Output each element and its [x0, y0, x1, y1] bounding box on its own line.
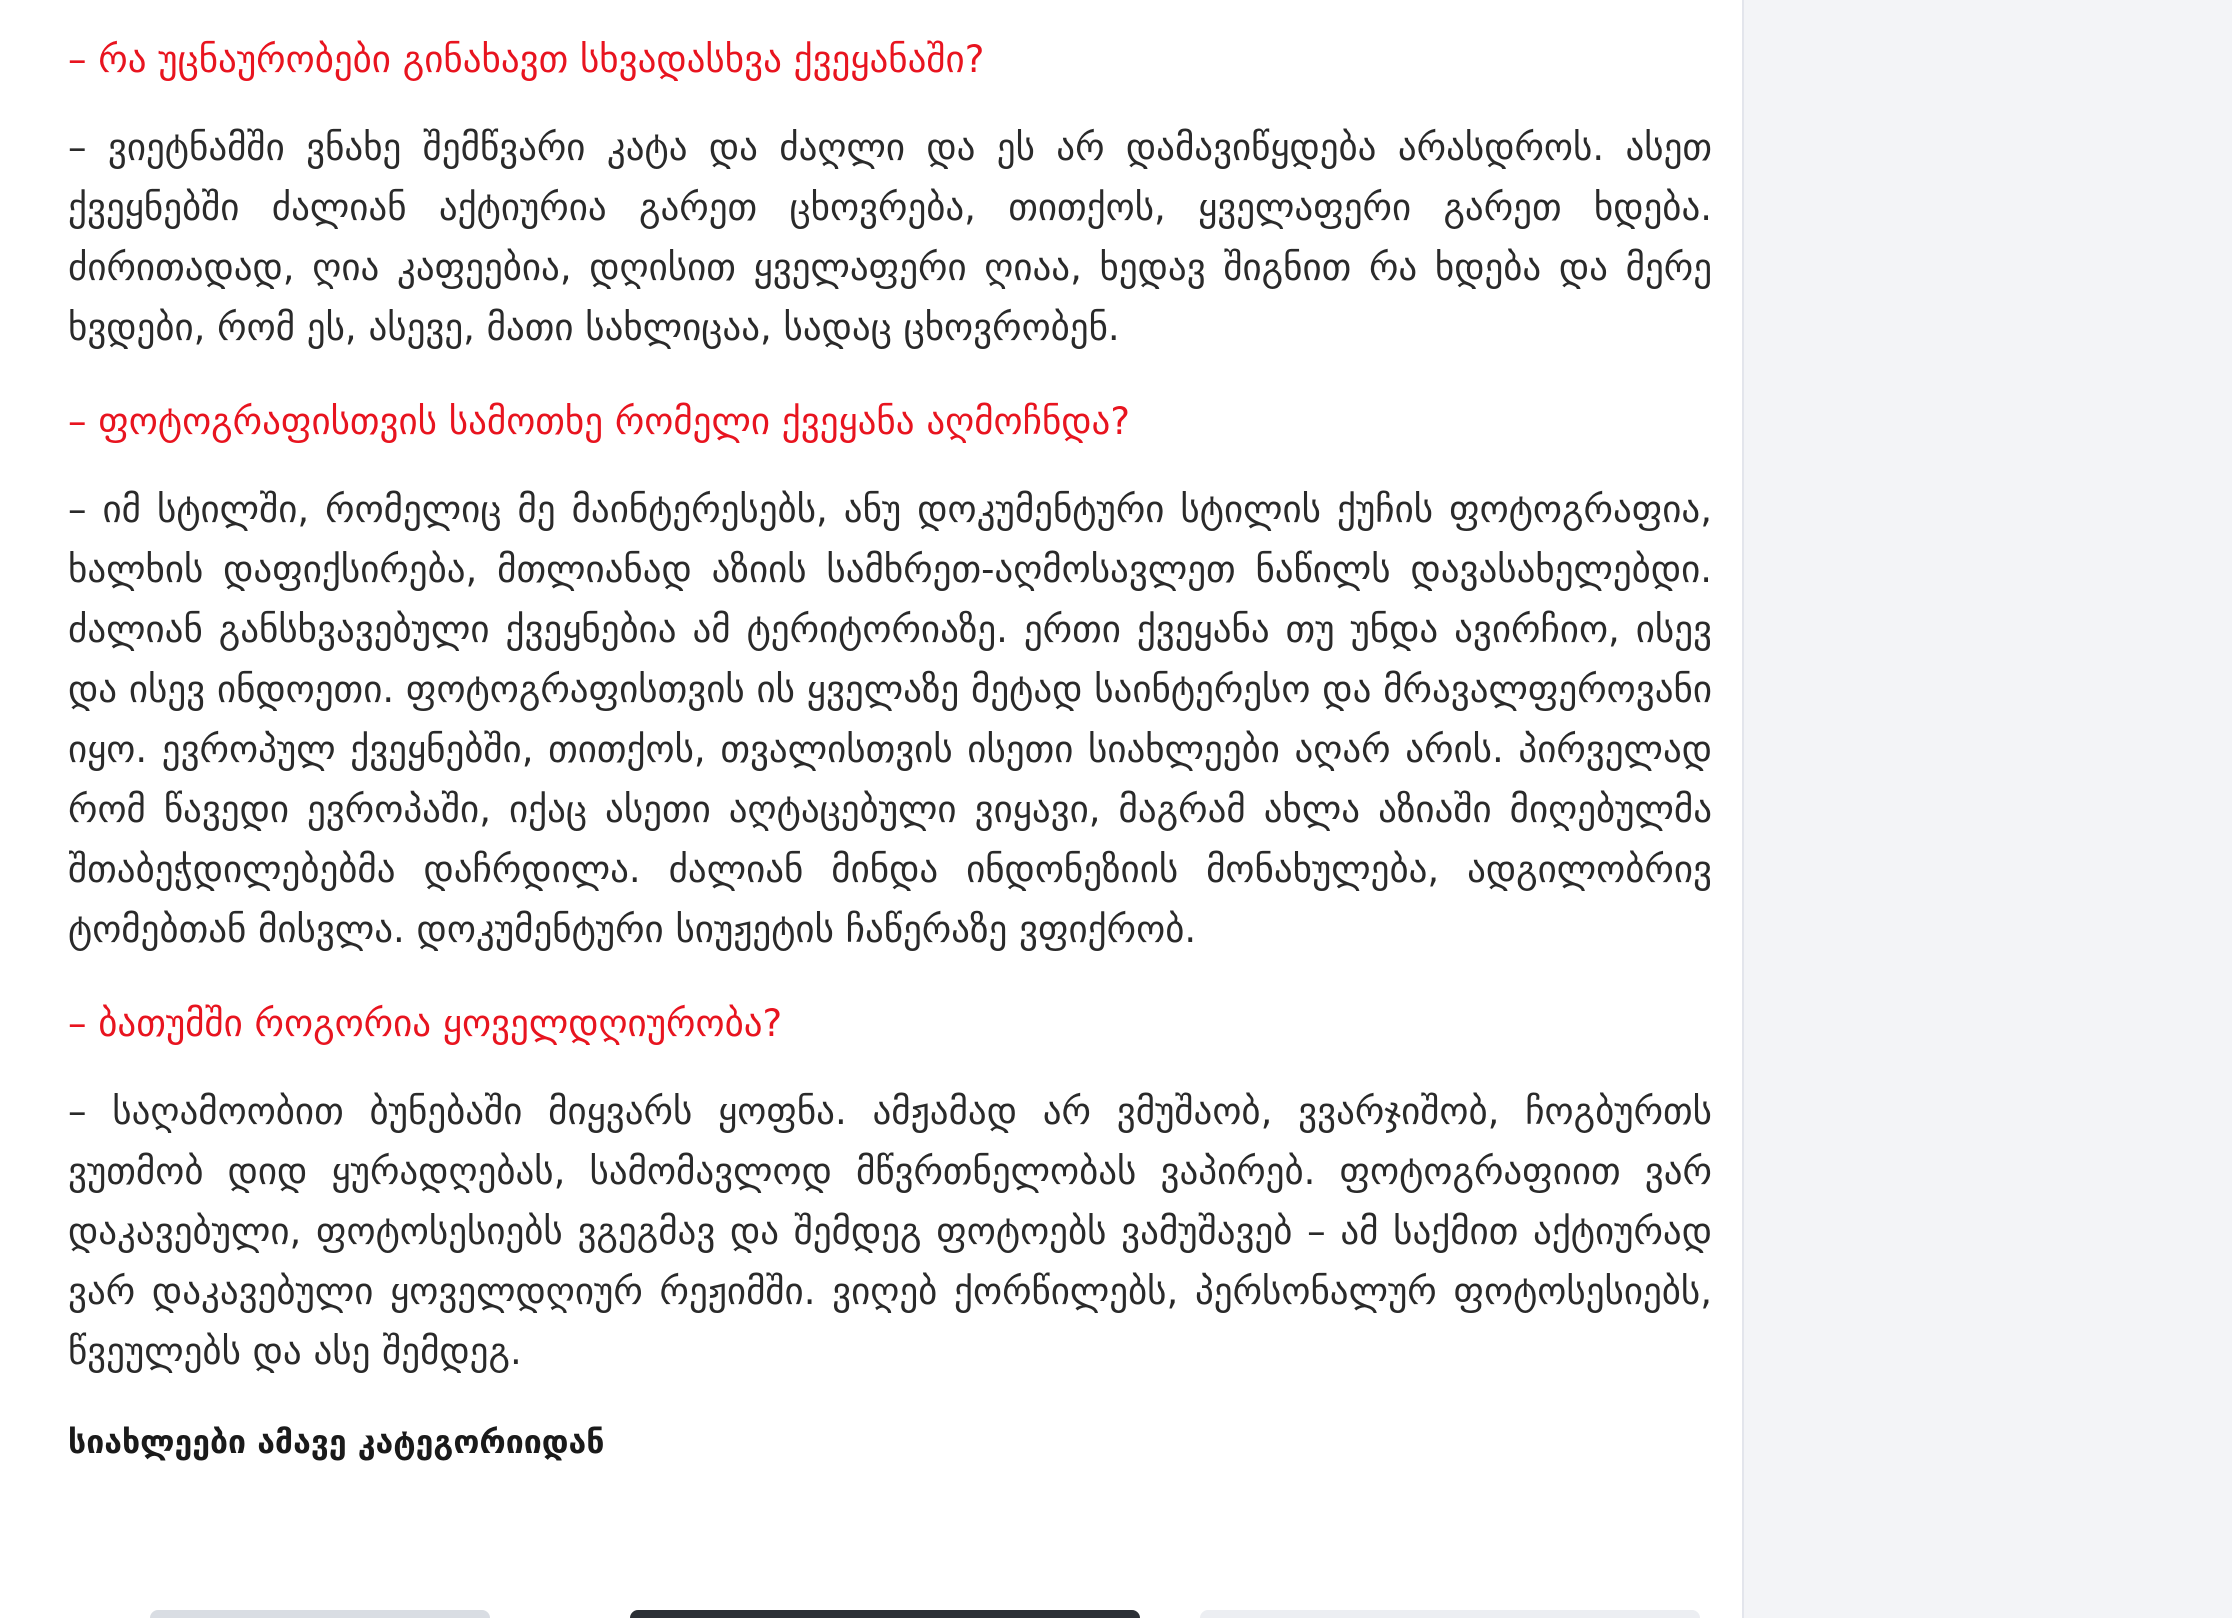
article-body — [68, 30, 1712, 1468]
related-news-card[interactable] — [630, 1610, 1140, 1618]
related-news-card[interactable] — [1200, 1610, 1700, 1618]
interview-answer-2: – იმ სტილში, რომელიც მე მაინტერესებს, ანუ დოკუმენტური სტილის ქუჩის ფოტოგრაფია, ხალხის დაფიქსირება, მთლიანად აზიის სამხრეთ-აღმოსავლეთ ნაწილს დავასახელებდი. ძალიან განსხვავებული ქვეყნებია ამ ტერიტორიაზე. ერთი ქვეყანა თუ უნდა ავირჩიო, ისევ და ისევ ინდოეთი. ფოტოგრაფისთვის ის ყველაზე მეტად საინტერესო და მრავალფეროვანი იყო. ევროპულ ქვეყნებში, თითქოს, თვალისთვის ისეთი სიახლეები აღარ არის. პირველად რომ წავედი ევროპაში, იქაც ასეთი აღტაცებული ვიყავი, მაგრამ ახლა აზიაში მიღებულმა შთაბეჭდილებებმა დაჩრდილა. ძალიან მინდა ინდონეზიის მონახულება, ადგილობრივ ტომებთან მისვლა. დოკუმენტური სიუჟეტის ჩაწერაზე ვფიქრობ. — [68, 488, 1712, 951]
related-news-card[interactable] — [150, 1610, 490, 1618]
interview-answer-1: – ვიეტნამში ვნახე შემწვარი კატა და ძაღლი და ეს არ დამავიწყდება არასდროს. ასეთ ქვეყნებში ძალიან აქტიურია გარეთ ცხოვრება, თითქოს, ყველაფერი გარეთ ხდება. ძირითადად, ღია კაფეებია, დღისით ყველაფერი ღიაა, ხედავ შიგნით რა ხდება და მერე ხვდები, რომ ეს, ასევე, მათი სახლიცაა, სადაც ცხოვრობენ. — [68, 126, 1712, 349]
interview-question-1: – რა უცნაურობები გინახავთ სხვადასხვა ქვეყანაში? — [68, 38, 985, 81]
interview-answer-3: – საღამოობით ბუნებაში მიყვარს ყოფნა. ამჟამად არ ვმუშაობ, ვვარჯიშობ, ჩოგბურთს ვუთმობ დიდ ყურადღებას, სამომავლოდ მწვრთნელობას ვაპირებ. ფოტოგრაფიით ვარ დაკავებული, ფოტოსესიებს ვგეგმავ და შემდეგ ფოტოებს ვამუშავებ – ამ საქმით აქტიურად ვარ დაკავებული ყოველდღიურ რეჟიმში. ვიღებ ქორწილებს, პერსონალურ ფოტოსესიებს, წვეულებს და ასე შემდეგ. — [68, 1090, 1712, 1373]
related-news-strip — [150, 1610, 1710, 1618]
interview-question-3: – ბათუმში როგორია ყოველდღიურობა? — [68, 1002, 783, 1045]
related-news-heading: სიახლეები ამავე კატეგორიიდან — [68, 1423, 605, 1461]
interview-question-2: – ფოტოგრაფისთვის სამოთხე რომელი ქვეყანა აღმოჩნდა? — [68, 400, 1130, 443]
right-sidebar — [1746, 0, 2232, 1618]
